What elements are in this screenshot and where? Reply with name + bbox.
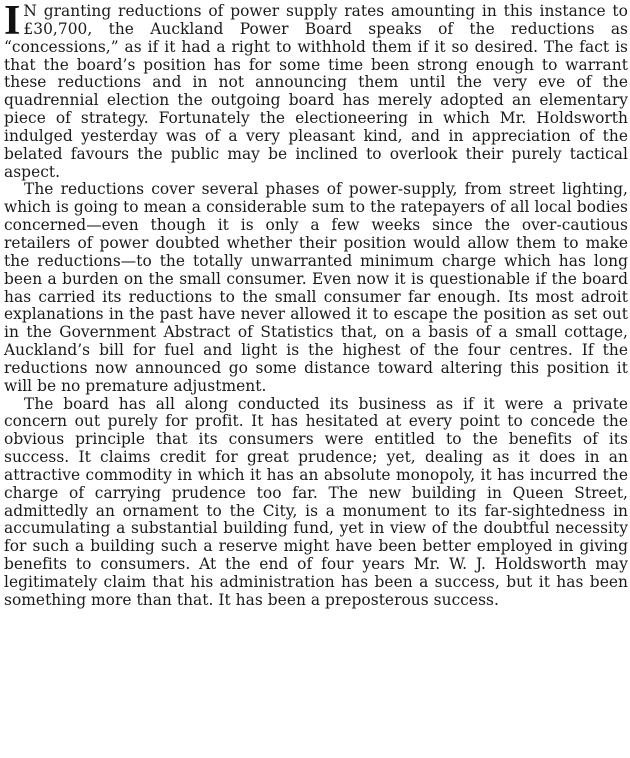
newspaper-editorial xyxy=(4,0,628,755)
paragraph-3: The board has all along conducted its business as if it were a private concern out purely for profit. It has hesitated at every point to concede the obvious principle that its consumers were entitled to the benefits of its success. It claims credit for great prudence; yet, dealing as it does in an attractive commodity in which it has an absolute monopoly, it has incurred the charge of carrying prudence too far. The new building in Queen Street, admittedly an ornament to the City, is a monument to its far-sightedness in accumulating a substantial building fund, yet in view of the doubtful necessity for such a building such a reserve might have been better employed in giving benefits to consumers. At the end of four years Mr. W. J. Holdsworth may legitimately claim that his administration has been a success, but it has been something more than that. It has been a preposterous success. xyxy=(4,394,628,609)
drop-cap: I xyxy=(4,0,21,44)
paragraph-1 xyxy=(4,0,628,181)
paragraph-2: The reductions cover several phases of power-supply, from street lighting, which is going to mean a considerable sum to the ratepayers of all local bodies concerned—even though it is only a few weeks since the over-cautious retailers of power doubted whether their position would allow them to make the reductions—to the totally unwarranted minimum charge which has long been a burden on the small consumer. Even now it is questionable if the board has carried its reductions to the small consumer far enough. Its most adroit explanations in the past have never allowed it to escape the position as set out in the Government Abstract of Statistics that, on a basis of a small cottage, Auckland’s bill for fuel and light is the highest of the four centres. If the reductions now announced go some distance toward altering this position it will be no premature adjustment. xyxy=(4,180,628,395)
paragraph-1-text: N granting reductions of power supply rates amounting in this instance to £30,700, the Auckland Power Board speaks of the reductions as “concessions,” as if it had a right to withhold them if it so desired. The fact is that the board’s position has for some time been strong enough to warrant these reductions and in not announcing them until the very eve of the quadrennial election the outgoing board has merely adopted an elementary piece of strategy. Fortunately the electioneering in which Mr. Holdsworth indulged yesterday was of a very pleasant kind, and in appreciation of the belated favours the public may be inclined to overlook their purely tactical aspect. xyxy=(4,2,628,181)
